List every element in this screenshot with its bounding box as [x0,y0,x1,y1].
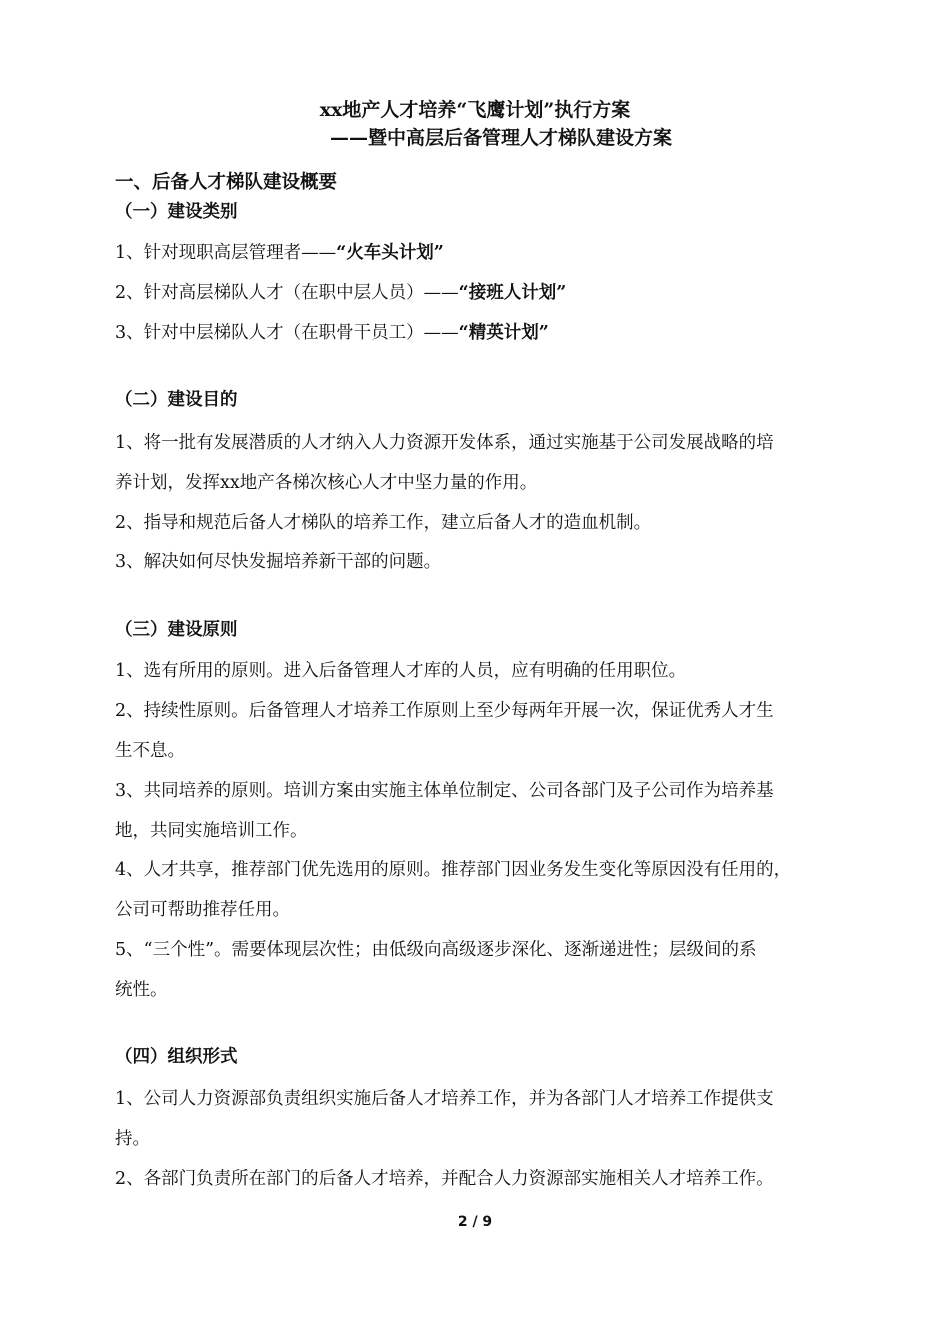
subsection-heading: （一）建设类别 [115,202,238,222]
subsection-heading: （二）建设目的 [115,390,238,410]
plan-name: “接班人计划” [458,283,567,303]
list-item [115,280,566,306]
document-subtitle: ——暨中高层后备管理人才梯队建设方案 [330,127,673,149]
paragraph-line: 1、选有所用的原则。进入后备管理人才库的人员，应有明确的任用职位。 [115,661,687,681]
paragraph-line: 1、公司人力资源部负责组织实施后备人才培养工作，并为各部门人才培养工作提供支 [115,1089,774,1109]
paragraph-line: 持。 [115,1129,150,1149]
paragraph-line: 4、人才共享，推荐部门优先选用的原则。推荐部门因业务发生变化等原因没有任用的， [115,860,792,880]
list-item [115,320,549,346]
page-number: 2 / 9 [457,1214,493,1230]
paragraph-line: 2、持续性原则。后备管理人才培养工作原则上至少每两年开展一次，保证优秀人才生 [115,701,774,721]
item-text: 3、针对中层梯队人才（在职骨干员工）—— [115,323,459,343]
item-text: 2、针对高层梯队人才（在职中层人员）—— [115,283,459,303]
paragraph-line: 2、指导和规范后备人才梯队的培养工作，建立后备人才的造血机制。 [115,513,652,533]
paragraph-line: 1、将一批有发展潜质的人才纳入人力资源开发体系，通过实施基于公司发展战略的培 [115,433,774,453]
section-heading: 一、后备人才梯队建设概要 [115,172,338,193]
item-text: 1、针对现职高层管理者—— [115,243,337,263]
document-title: xx地产人才培养“飞鹰计划”执行方案 [319,99,631,121]
paragraph-line: 地，共同实施培训工作。 [115,821,308,841]
list-item [115,240,444,266]
paragraph-line: 3、解决如何尽快发掘培养新干部的问题。 [115,552,442,572]
paragraph-line: 3、共同培养的原则。培训方案由实施主体单位制定、公司各部门及子公司作为培养基 [115,781,774,801]
paragraph-line: 2、各部门负责所在部门的后备人才培养，并配合人力资源部实施相关人才培养工作。 [115,1169,774,1189]
plan-name: “精英计划” [458,323,549,343]
paragraph-line: 5、“三个性”。需要体现层次性；由低级向高级逐步深化、逐渐递进性；层级间的系 [115,940,757,960]
paragraph-line: 生不息。 [115,741,185,761]
subsection-heading: （四）组织形式 [115,1047,238,1067]
subsection-heading: （三）建设原则 [115,620,238,640]
plan-name: “火车头计划” [336,243,444,263]
paragraph-line: 统性。 [115,980,168,1000]
paragraph-line: 公司可帮助推荐任用。 [115,900,290,920]
paragraph-line: 养计划，发挥xx地产各梯次核心人才中坚力量的作用。 [115,473,538,493]
